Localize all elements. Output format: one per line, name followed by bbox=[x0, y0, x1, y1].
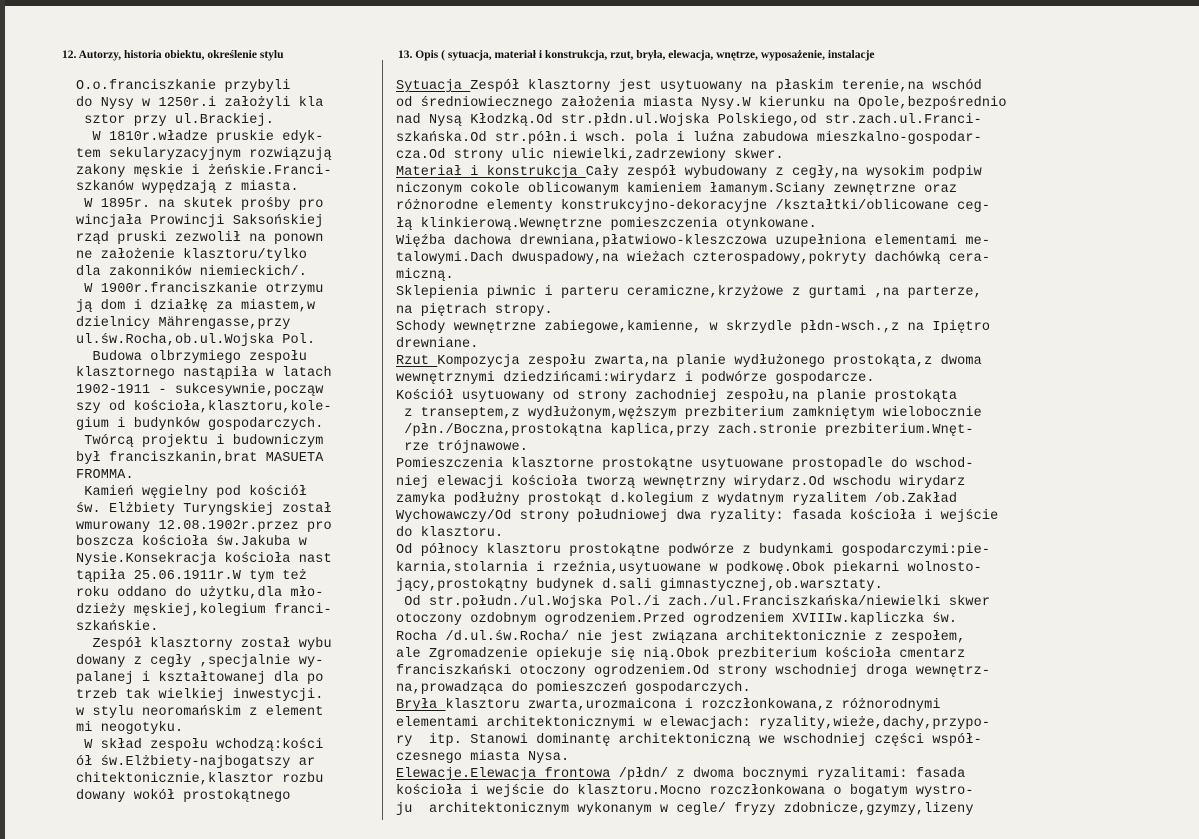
text-line bbox=[396, 732, 1007, 749]
text-line: Zespół klasztorny został wybu bbox=[76, 636, 332, 652]
text-line: 1902-1911 - sukcesywnie,począw bbox=[76, 383, 324, 399]
text-line bbox=[396, 250, 1007, 267]
text-line bbox=[396, 78, 1007, 95]
line-text: cza.Od strony ulic niewielki,zadrzewiony skwer. bbox=[396, 147, 784, 163]
line-text: ju architektonicznym wykonanym w cegle/ fryzy zdobnicze,gzymzy,lizeny bbox=[396, 801, 974, 817]
line-text: Od str.połudn./ul.Wojska Pol./i zach./ul.Franciszkańska/niewielki skwer bbox=[396, 595, 991, 611]
text-line bbox=[396, 663, 1007, 680]
line-text: elementami architektonicznymi w elewacjach: ryzality,wieże,dachy,przypo- bbox=[396, 715, 991, 731]
text-line: ją dom i działkę za miastem,w bbox=[76, 298, 316, 314]
text-line: szkanów wypędzają z miasta. bbox=[76, 180, 299, 196]
text-line bbox=[396, 783, 1007, 800]
line-text: kościoła i wejście do klasztoru.Mocno rozczłonkowana o bogatym wystro- bbox=[396, 784, 974, 800]
line-text: drewniane. bbox=[396, 337, 479, 353]
text-line: do Nysy w 1250r.i założyli kla bbox=[76, 95, 324, 111]
text-line bbox=[396, 594, 1007, 611]
text-line bbox=[396, 680, 1007, 697]
line-text: Więźba dachowa drewniana,płatwiowo-kleszczowa uzupełniona elementami me- bbox=[396, 233, 991, 249]
text-line: W skład zespołu wchodzą:kości bbox=[76, 738, 324, 754]
text-line bbox=[396, 370, 1007, 387]
text-line bbox=[396, 611, 1007, 628]
text-line bbox=[396, 95, 1007, 112]
text-line: klasztornego nastąpiła w latach bbox=[76, 366, 332, 382]
line-text: ry itp. Stanowi dominantę architektoniczną we wschodniej części współ- bbox=[396, 732, 982, 748]
scan-edge-top bbox=[0, 0, 1199, 6]
text-line: Twórcą projektu i budowniczym bbox=[76, 434, 324, 450]
scan-edge-left bbox=[0, 0, 5, 839]
text-line: roku oddano do użytku,dla mło- bbox=[76, 586, 324, 602]
text-line bbox=[396, 560, 1007, 577]
text-line: tem sekularyzacyjnym rozwiązują bbox=[76, 146, 332, 162]
section-heading: Bryła bbox=[396, 698, 446, 714]
line-text: zamyka podłużny prostokąt d.kolegium z wydatnym ryzalitem /ob.Zakład bbox=[396, 491, 958, 507]
section-13-header: 13. Opis ( sytuacja, materiał i konstrukcja, rzut, bryła, elewacja, wnętrze, wyposażenie, instalacje bbox=[398, 49, 875, 61]
text-line: chitektonicznie,klasztor rozbu bbox=[76, 772, 324, 788]
text-line bbox=[396, 130, 1007, 147]
line-text: talowymi.Dach dwuspadowy,na wieżach czterospadowy,pokryty dachówką cera- bbox=[396, 251, 991, 267]
text-line: Budowa olbrzymiego zespołu bbox=[76, 349, 308, 365]
text-line: dla zakonników niemieckich/. bbox=[76, 264, 308, 280]
text-line bbox=[396, 336, 1007, 353]
text-line bbox=[396, 749, 1007, 766]
text-line: Kamień węgielny pod kościół bbox=[76, 484, 308, 500]
text-line: rząd pruski zezwolił na ponown bbox=[76, 231, 324, 247]
text-line: dowany z cegły ,specjalnie wy- bbox=[76, 653, 324, 669]
section-12-header: 12. Autorzy, historia obiektu, określenie stylu bbox=[62, 49, 284, 61]
text-line bbox=[396, 353, 1007, 370]
text-line: dzielnicy Mährengasse,przy bbox=[76, 315, 291, 331]
text-line: wmurowany 12.08.1902r.przez pro bbox=[76, 518, 332, 534]
line-text: otoczony ozdobnym ogrodzeniem.Przed ogrodzeniem XVIIIw.kapliczka św. bbox=[396, 612, 958, 628]
column-divider bbox=[382, 60, 383, 820]
text-line: ne założenie klasztoru/tylko bbox=[76, 248, 308, 264]
text-line bbox=[396, 388, 1007, 405]
section-heading: Rzut bbox=[396, 354, 438, 370]
line-text: franciszkański otoczony ogrodzeniem.Od strony wschodniej droga wewnętrz- bbox=[396, 663, 991, 679]
text-line bbox=[396, 525, 1007, 542]
text-line bbox=[396, 629, 1007, 646]
text-line: palanej i kształtowanej dla po bbox=[76, 670, 324, 686]
history-text-column bbox=[76, 79, 332, 806]
text-line: ul.św.Rocha,ob.ul.Wojska Pol. bbox=[76, 332, 316, 348]
line-text: nad Nysą Kłodzką.Od str.płdn.ul.Wojska Polskiego,od str.zach.ul.Franci- bbox=[396, 113, 982, 129]
text-line bbox=[396, 577, 1007, 594]
text-line: był franciszkanin,brat MASUETA bbox=[76, 450, 324, 466]
text-line bbox=[396, 491, 1007, 508]
text-line: mi neogotyku. bbox=[76, 721, 184, 737]
line-text: szkańska.Od str.półn.i wsch. pola i luźna zabudowa mieszkalno-gospodar- bbox=[396, 130, 982, 146]
line-text: czesnego miasta Nysa. bbox=[396, 749, 570, 765]
text-line: sztor przy ul.Brackiej. bbox=[76, 112, 275, 128]
text-line: FROMMA. bbox=[76, 467, 134, 483]
text-line bbox=[396, 267, 1007, 284]
text-line: dowany wokół prostokątnego bbox=[76, 789, 291, 805]
line-text: na piętrach stropy. bbox=[396, 302, 553, 318]
text-line bbox=[396, 164, 1007, 181]
line-text: Kościół usytuowany od strony zachodniej zespołu,na planie prostokąta bbox=[396, 388, 958, 404]
text-line: W 1900r.franciszkanie otrzymu bbox=[76, 281, 324, 297]
line-text: miczną. bbox=[396, 268, 454, 284]
text-line bbox=[396, 715, 1007, 732]
text-line bbox=[396, 112, 1007, 129]
text-line bbox=[396, 697, 1007, 714]
section-heading: Sytuacja bbox=[396, 79, 471, 94]
line-text: różnorodne elementy konstrukcyjno-dekoracyjne /kształtki/oblicowane ceg- bbox=[396, 199, 991, 215]
line-text: /płdn/ z dwoma bocznymi ryzalitami: fasada bbox=[610, 767, 966, 783]
line-text: Kompozycja zespołu zwarta,na planie wydłużonego prostokąta,z dwoma bbox=[437, 354, 982, 370]
line-text: od średniowiecznego założenia miasta Nysy.W kierunku na Opole,bezpośrednio bbox=[396, 96, 1007, 112]
text-line bbox=[396, 216, 1007, 233]
text-line bbox=[396, 319, 1007, 336]
line-text: Pomieszczenia klasztorne prostokątne usytuowane prostopadle do wschod- bbox=[396, 457, 974, 473]
text-line: wincjała Prowincji Saksońskiej bbox=[76, 214, 324, 230]
line-text: Rocha /d.ul.św.Rocha/ nie jest związana architektonicznie z zespołem, bbox=[396, 629, 966, 645]
text-line: tąpiła 25.06.1911r.W tym też bbox=[76, 569, 308, 585]
section-heading: Elewacje.Elewacja frontowa bbox=[396, 767, 611, 783]
text-line: szkańskie. bbox=[76, 620, 159, 635]
text-line: ół św.Elżbiety-najbogatszy ar bbox=[76, 755, 316, 771]
text-line: boszcza kościoła św.Jakuba w bbox=[76, 535, 308, 551]
line-text: karnia,stolarnia i rzeźnia,usytuowane w podkowę.Obok piekarni wolnosto- bbox=[396, 560, 982, 576]
line-text: niczonym cokole oblicowanym kamieniem łamanym.Sciany zewnętrzne oraz bbox=[396, 182, 958, 198]
line-text: na,prowadząca do pomieszczeń gospodarczych. bbox=[396, 681, 751, 697]
text-line: O.o.franciszkanie przybyli bbox=[76, 79, 291, 94]
line-text: niej elewacji kościoła tworzą wewnętrzny wirydarz.Od wschodu wirydarz bbox=[396, 474, 966, 490]
line-text: Sklepienia piwnic i parteru ceramiczne,krzyżowe z gurtami ,na parterze, bbox=[396, 285, 982, 301]
line-text: /płn./Boczna,prostokątna kaplica,przy zach.stronie prezbiterium.Wnęt- bbox=[396, 423, 974, 439]
text-line bbox=[396, 284, 1007, 301]
text-line bbox=[396, 508, 1007, 525]
text-line bbox=[396, 766, 1007, 783]
text-line: W 1810r.władze pruskie edyk- bbox=[76, 129, 324, 145]
line-text: Zespół klasztorny jest usytuowany na płaskim terenie,na wschód bbox=[470, 79, 982, 94]
text-line bbox=[396, 474, 1007, 491]
text-line: dzieży męskiej,kolegium franci- bbox=[76, 603, 332, 619]
line-text: jący,prostokątny budynek d.sali gimnastycznej,ob.warsztaty. bbox=[396, 577, 883, 593]
text-line bbox=[396, 439, 1007, 456]
line-text: Schody wewnętrzne zabiegowe,kamienne, w skrzydle płdn-wsch.,z na Ipiętro bbox=[396, 319, 991, 335]
line-text: klasztoru zwarta,urozmaicona i rozczłonkowana,z różnorodnymi bbox=[445, 698, 941, 714]
text-line bbox=[396, 422, 1007, 439]
text-line bbox=[396, 646, 1007, 663]
text-line bbox=[396, 147, 1007, 164]
text-line bbox=[396, 456, 1007, 473]
text-line: św. Elżbiety Turyngskiej został bbox=[76, 501, 332, 517]
text-line bbox=[396, 233, 1007, 250]
text-line: trzeb tak wielkiej inwestycji. bbox=[76, 687, 324, 703]
line-text: łą klinkierową.Wewnętrzne pomieszczenia otynkowane. bbox=[396, 216, 817, 232]
line-text: rze trójnawowe. bbox=[396, 440, 529, 456]
line-text: ale Zgromadzenie opiekuje się nią.Obok prezbiterium kościoła cmentarz bbox=[396, 646, 966, 662]
section-heading: Materiał i konstrukcja bbox=[396, 165, 586, 181]
line-text: wewnętrznymi dziedzińcami:wirydarz i podwórze gospodarcze. bbox=[396, 371, 875, 387]
text-line bbox=[396, 181, 1007, 198]
text-line bbox=[396, 542, 1007, 559]
text-line: Nysie.Konsekracja kościoła nast bbox=[76, 552, 332, 568]
line-text: z transeptem,z wydłużonym,węższym prezbiterium zamkniętym wielobocznie bbox=[396, 405, 982, 421]
line-text: Wychowawczy/Od strony południowej dwa ryzality: fasada kościoła i wejście bbox=[396, 509, 999, 525]
line-text: Cały zespół wybudowany z cegły,na wysokim podpiw bbox=[585, 165, 982, 181]
text-line bbox=[396, 198, 1007, 215]
description-text-column bbox=[396, 78, 1007, 818]
text-line bbox=[396, 302, 1007, 319]
line-text: Od północy klasztoru prostokątne podwórze z budynkami gospodarczymi:pie- bbox=[396, 543, 991, 559]
text-line: gium i budynków gospodarczych. bbox=[76, 417, 324, 433]
text-line: szy od kościoła,klasztoru,kole- bbox=[76, 400, 332, 416]
text-line: W 1895r. na skutek prośby pro bbox=[76, 197, 324, 213]
text-line: zakony męskie i żeńskie.Franci- bbox=[76, 163, 332, 179]
text-line bbox=[396, 801, 1007, 818]
line-text: do klasztoru. bbox=[396, 526, 504, 542]
text-line bbox=[396, 405, 1007, 422]
text-line: w stylu neoromańskim z element bbox=[76, 704, 324, 720]
